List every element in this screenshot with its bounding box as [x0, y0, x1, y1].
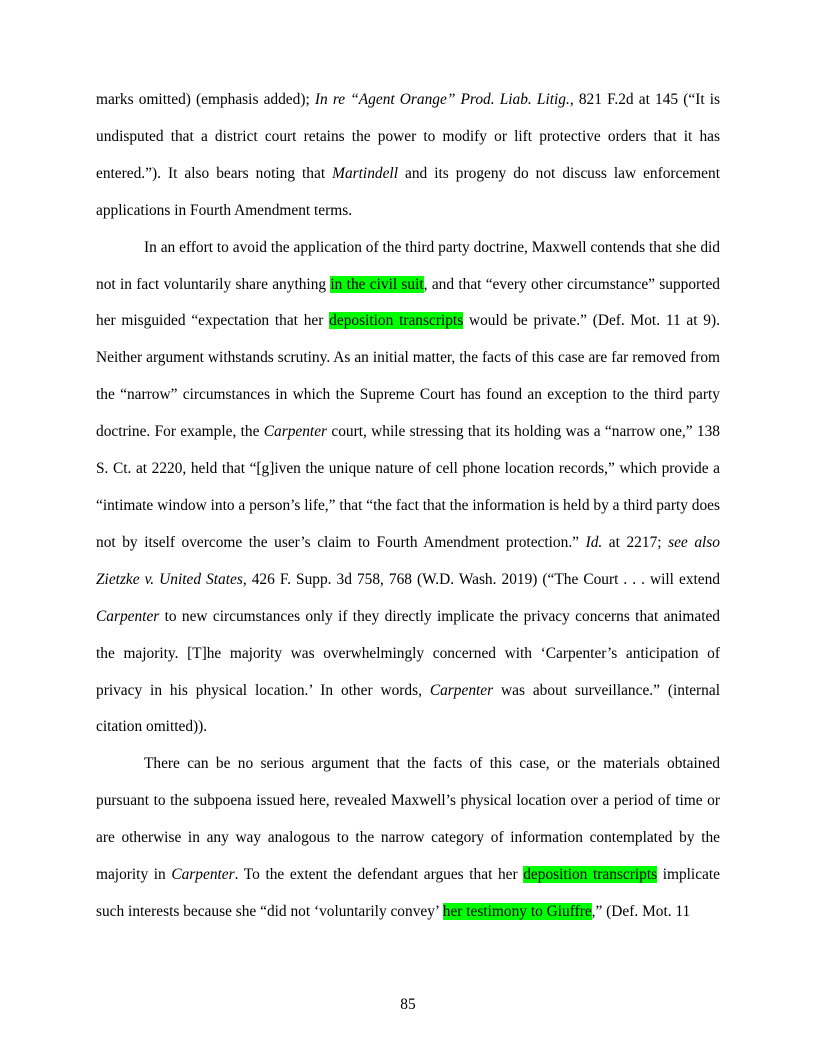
case-name: Carpenter [96, 607, 160, 625]
paragraph-2 [96, 230, 720, 747]
text-run: to new circumstances only if they directly implicate the privacy concerns that animated the majority. [T]he majority was overwhelmingly concerned with ‘Carpenter’s anticipation of privacy in his physical location.’ In other words, [96, 607, 720, 699]
case-name: Carpenter [263, 423, 328, 441]
text-run: was about surveillance.” (internal citation omitted)). [96, 681, 720, 736]
highlight: deposition transcripts [523, 866, 658, 884]
case-name: Martindell [332, 164, 398, 182]
text-run: implicate such interests because she “did not ‘voluntarily convey’ [96, 866, 720, 920]
text-run: marks omitted) (emphasis added); [96, 91, 315, 108]
page-number: 85 [400, 996, 416, 1013]
text-run: at 2217; [602, 533, 669, 551]
case-citation: see also Zietzke v. United States [96, 533, 720, 588]
text-run: court, while stressing that its holding was a “narrow one,” 138 S. Ct. at 2220, held that “[g]iven the unique nature of cell phone location records,” which provide a “intimate window into a person’s life,” that “the fact that the information is held by a third party does not by itself overcome the user’s claim to Fourth Amendment protection.” [96, 423, 720, 551]
paragraph-1 [96, 82, 720, 230]
text-run: . To the extent the defendant argues that her [234, 866, 524, 884]
text-run: , and that “every other circumstance” supported her misguided “expectation that her [96, 275, 720, 330]
text-run: ,” (Def. Mot. 11 [591, 902, 691, 920]
text-run: would be private.” (Def. Mot. 11 at 9). Neither argument withstands scrutiny. As an initial matter, the facts of this case are far removed from the “narrow” circumstances in which the Supreme Court has found an exception to the third party doctrine. For example, the [96, 312, 720, 441]
highlight: her testimony to Giuffre [442, 902, 592, 920]
text-run: There can be no serious argument that the facts of this case, or the materials obtained pursuant to the subpoena issued here, revealed Maxwell’s physical location over a period of time or are otherwise in any way analogous to the narrow category of information contemplated by the majority in [96, 755, 720, 884]
text-run: and its progeny do not discuss law enforcement applications in Fourth Amendment terms. [96, 164, 720, 219]
text-run: In an effort to avoid the application of the third party doctrine, Maxwell contends that she did not in fact voluntarily share anything [96, 238, 720, 293]
body-text [96, 82, 720, 931]
case-name: Carpenter [171, 866, 235, 884]
case-name: Carpenter [429, 681, 494, 699]
text-run: , 821 F.2d at 145 (“It is undisputed that a district court retains the power to modify or lift protective orders that it has entered.”). It also bears noting that [96, 91, 720, 182]
highlight: deposition transcripts [329, 312, 464, 330]
highlight: in the civil suit [330, 275, 424, 293]
citation-signal: Id. [585, 533, 603, 551]
text-run: , 426 F. Supp. 3d 758, 768 (W.D. Wash. 2019) (“The Court . . . will extend [242, 570, 721, 588]
case-citation: In re “Agent Orange” Prod. Liab. Litig. [314, 91, 570, 108]
paragraph-3 [96, 746, 720, 931]
document-page [96, 0, 720, 1056]
